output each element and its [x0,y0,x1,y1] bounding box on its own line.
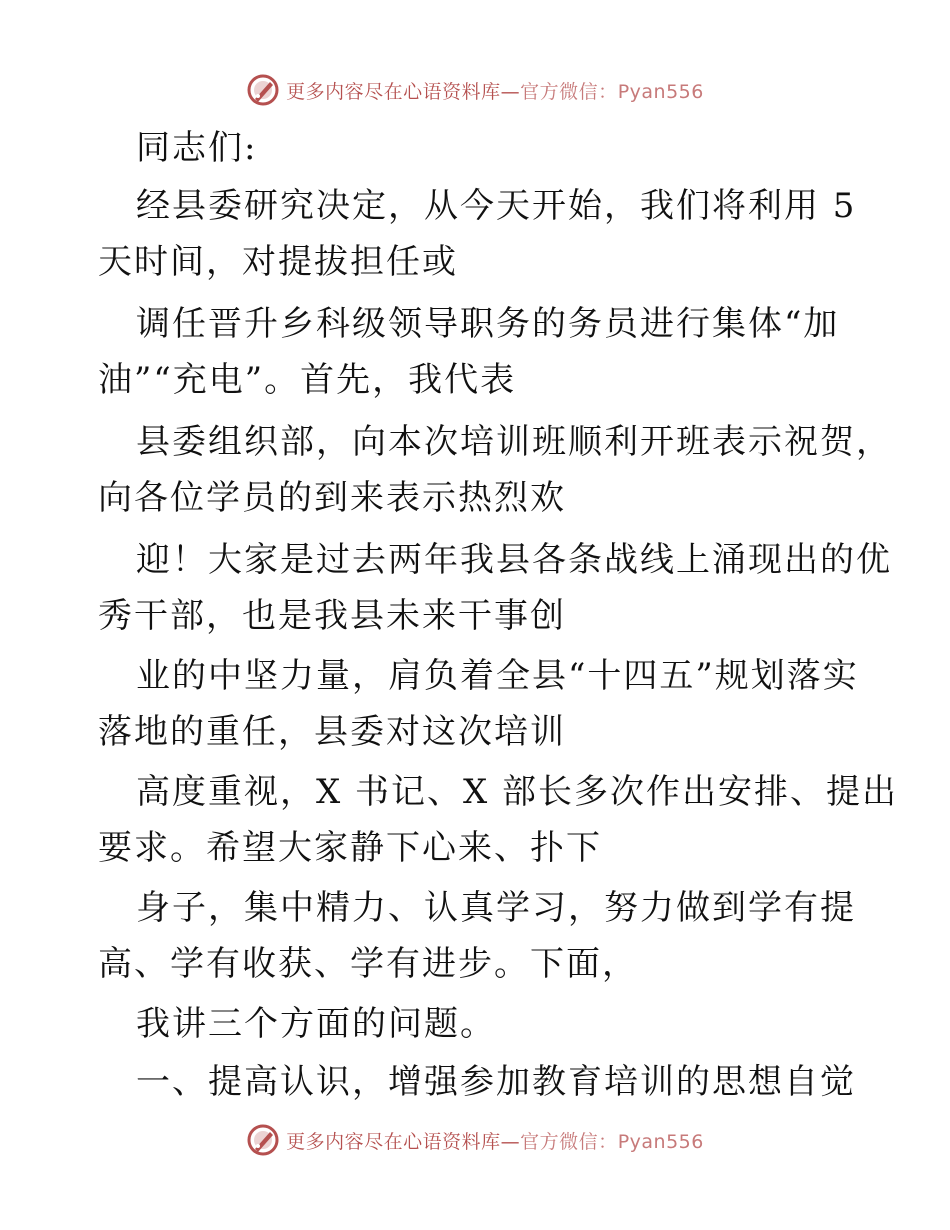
paragraph-line: 向各位学员的到来表示热烈欢 [98,478,566,518]
paragraph-line: 县委组织部，向本次培训班顺利开班表示祝贺， [136,422,892,462]
paragraph-line: 要求。希望大家静下心来、扑下 [98,828,602,868]
pen-circle-logo-icon [246,1123,280,1157]
banner-text: 更多内容尽在心语资料库—官方微信：Pyan556 [286,80,704,103]
paragraph-line: 经县委研究决定，从今天开始，我们将利用 5 [136,186,857,226]
paragraph-line: 迎！大家是过去两年我县各条战线上涌现出的优 [136,540,892,580]
paragraph-line: 调任晋升乡科级领导职务的务员进行集体“加 [136,304,840,344]
paragraph-line: 身子，集中精力、认真学习，努力做到学有提 [136,888,856,928]
paragraph-line: 秀干部，也是我县未来干事创 [98,596,566,636]
paragraph-line: 落地的重任，县委对这次培训 [98,712,566,752]
salutation: 同志们: [136,128,258,168]
pen-circle-logo-icon [246,73,280,107]
banner-text: 更多内容尽在心语资料库—官方微信：Pyan556 [286,1130,704,1153]
paragraph-line: 业的中坚力量，肩负着全县“十四五”规划落实 [136,656,859,696]
paragraph-line: 高度重视，X 书记、X 部长多次作出安排、提出 [136,772,899,812]
header-banner [0,70,950,110]
paragraph-line: 油”“充电”。首先，我代表 [98,360,517,400]
paragraph-line: 我讲三个方面的问题。 [136,1004,496,1044]
section-heading: 一、提高认识，增强参加教育培训的思想自觉 [136,1062,856,1102]
paragraph-line: 天时间，对提拔担任或 [98,242,458,282]
footer-banner [0,1120,950,1160]
paragraph-line: 高、学有收获、学有进步。下面， [98,944,638,984]
